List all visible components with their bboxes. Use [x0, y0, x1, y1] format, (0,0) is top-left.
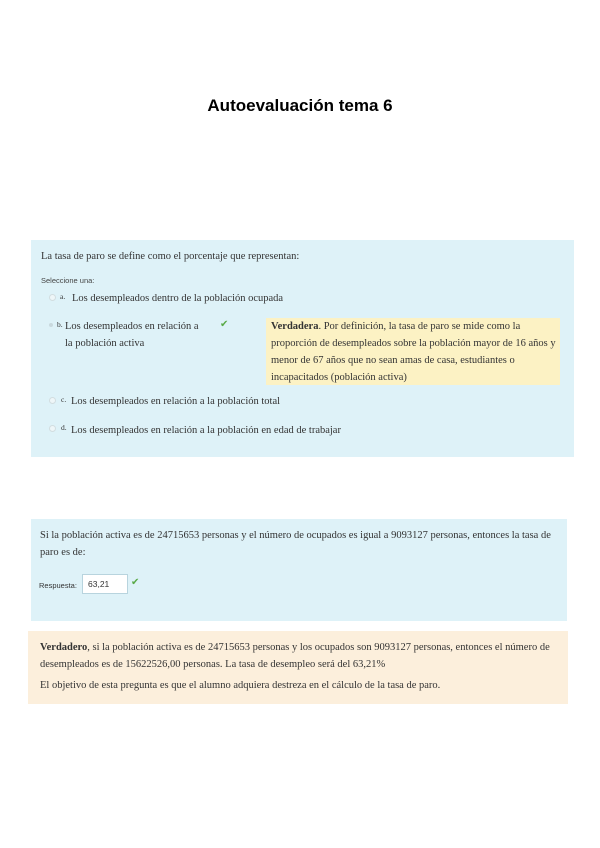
- option-c-radio[interactable]: [49, 397, 56, 404]
- feedback-line-4: incapacitados (población activa): [271, 372, 407, 383]
- answer-label: Respuesta:: [39, 581, 77, 590]
- question-2-card: [31, 519, 567, 621]
- feedback-verdict: Verdadera: [271, 321, 319, 332]
- option-d-letter: d.: [61, 423, 67, 432]
- answer-input[interactable]: 63,21: [82, 574, 128, 594]
- option-b-letter: b.: [57, 320, 63, 329]
- option-b-label-line1[interactable]: Los desempleados en relación a: [65, 321, 199, 332]
- feedback2-explanation: , si la población activa es de 24715653 personas y los ocupados son 9093127 personas, entonces el número de desempleados es de 15622526,00 personas. La tasa de desempleo será del 63,21%: [40, 642, 550, 670]
- option-c-letter: c.: [61, 395, 67, 404]
- option-c-label[interactable]: Los desempleados en relación a la población total: [71, 396, 281, 407]
- feedback-line-2: proporción de desempleados sobre la población mayor de 16 años y: [271, 338, 556, 349]
- option-b-feedback: [266, 318, 560, 385]
- option-b-label-line2[interactable]: la población activa: [65, 338, 145, 349]
- feedback2-verdict: Verdadero: [40, 642, 88, 653]
- question-1-text: La tasa de paro se define como el porcentaje que representan:: [41, 251, 300, 262]
- correct-check-icon: ✔: [220, 319, 229, 330]
- option-d-label[interactable]: Los desempleados en relación a la población en edad de trabajar: [71, 425, 341, 436]
- option-a-radio[interactable]: [49, 294, 56, 301]
- select-one-prompt: Seleccione una:: [41, 276, 95, 285]
- option-b-radio[interactable]: [49, 323, 53, 327]
- feedback2-objective: El objetivo de esta pregunta es que el alumno adquiera destreza en el cálculo de la tasa de paro.: [40, 680, 441, 691]
- feedback-line-1: . Por definición, la tasa de paro se mide como la: [318, 321, 521, 332]
- question-1-card: [31, 240, 574, 457]
- answer-correct-check-icon: ✔: [131, 577, 140, 588]
- question-2-feedback: [28, 631, 568, 704]
- option-a-letter: a.: [60, 292, 66, 301]
- option-a-label[interactable]: Los desempleados dentro de la población ocupada: [72, 293, 284, 304]
- question-2-text: Si la población activa es de 24715653 personas y el número de ocupados es igual a 9093127 personas, entonces la tasa de paro es de:: [40, 530, 551, 558]
- option-d-radio[interactable]: [49, 425, 56, 432]
- feedback-line-3: menor de 67 años que no sean amas de casa, estudiantes o: [271, 355, 515, 366]
- page-title: Autoevaluación tema 6: [207, 96, 393, 115]
